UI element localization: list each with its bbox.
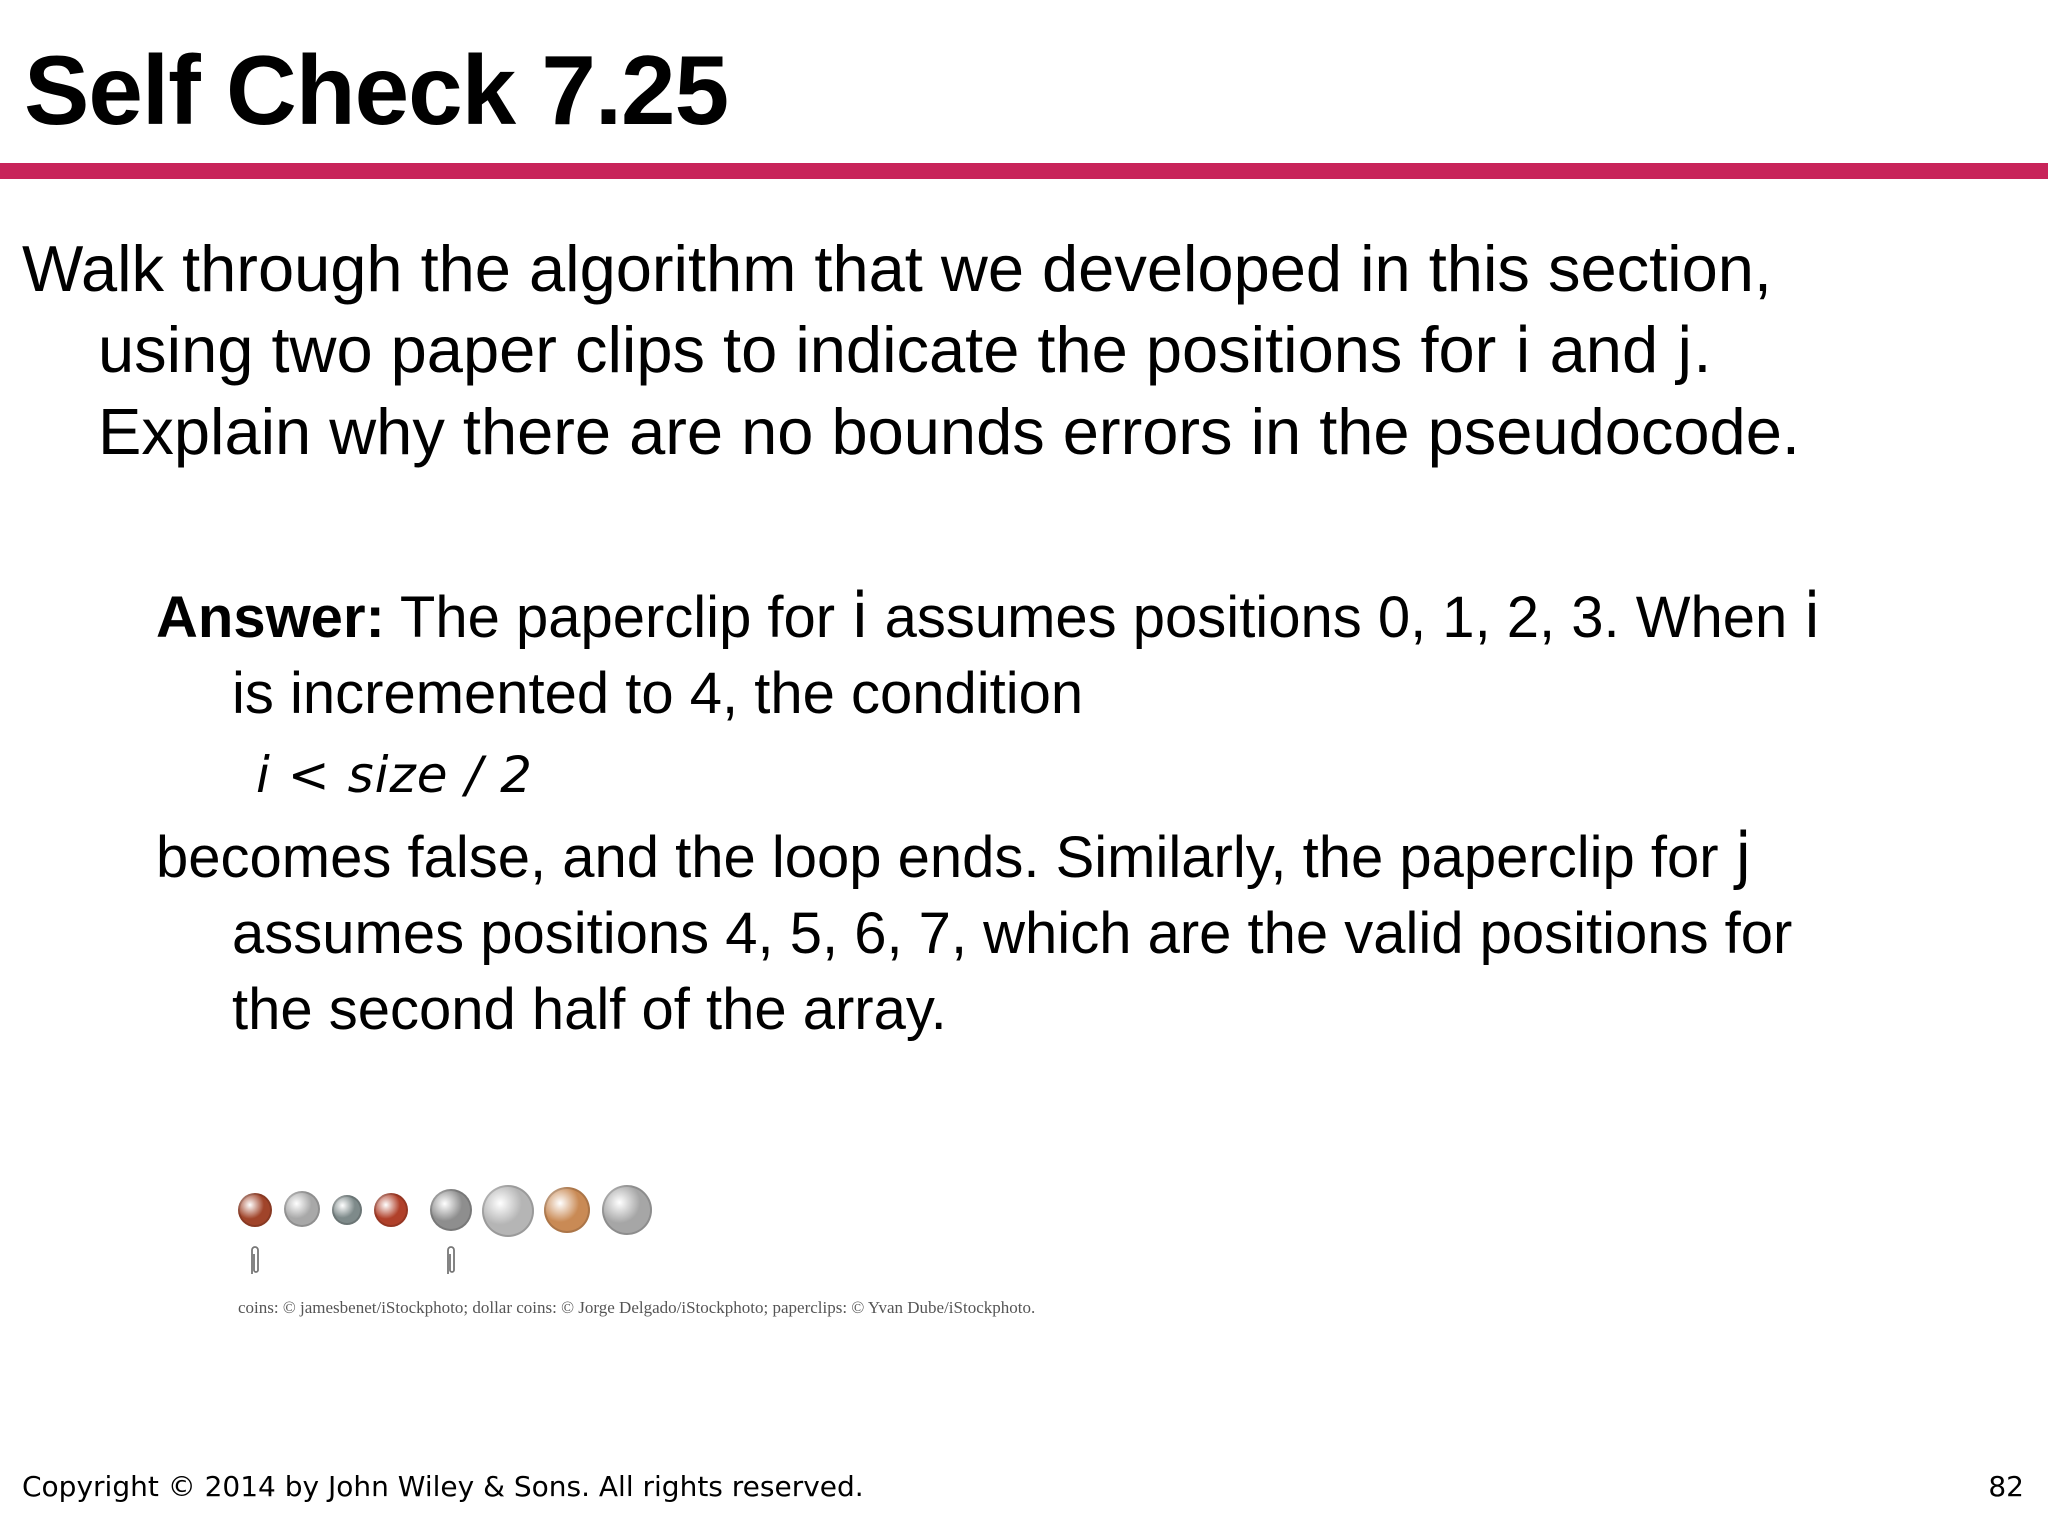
- slide-title: Self Check 7.25: [24, 35, 729, 145]
- paperclip-icon: [248, 1244, 262, 1278]
- coin-silver-dollar: [602, 1185, 652, 1235]
- answer-line-5: the second half of the array.: [232, 977, 947, 1042]
- variable-i: i: [851, 579, 869, 652]
- image-credit: coins: © jamesbenet/iStockphoto; dollar coins: © Jorge Delgado/iStockphoto; paperclips: © Yvan Dube/iStockphoto.: [238, 1298, 1036, 1317]
- paperclip-icon: [444, 1244, 458, 1278]
- question-line-2-text-c: .: [1693, 313, 1712, 386]
- question-line-3: Explain why there are no bounds errors in the pseudocode.: [98, 395, 1800, 468]
- question-line-2: [22, 309, 2012, 391]
- answer-line-3-text: becomes false, and the loop ends. Similarly, the paperclip for: [156, 825, 1735, 890]
- answer-line-1-text-a: The paperclip for: [384, 585, 852, 650]
- answer-label: Answer:: [156, 585, 385, 650]
- question-line-2-text-b: and: [1531, 313, 1677, 386]
- coin-penny: [238, 1193, 272, 1227]
- question-line-2-text-a: using two paper clips to indicate the positions for: [98, 313, 1515, 386]
- answer-line-1: [156, 578, 2016, 656]
- answer-line-3: [156, 818, 2016, 896]
- coin-penny: [374, 1193, 408, 1227]
- coin-quarter: [430, 1189, 472, 1231]
- coin-dollar: [482, 1185, 534, 1237]
- question-text: [22, 228, 2012, 472]
- coin-gold: [544, 1187, 590, 1233]
- code-condition: i < size / 2: [256, 746, 533, 804]
- answer-text: [156, 578, 2016, 1048]
- coins-paperclips-figure: [236, 1178, 686, 1288]
- question-line-1: Walk through the algorithm that we developed in this section,: [22, 232, 1772, 305]
- variable-i: i: [1803, 579, 1821, 652]
- coin-dime: [332, 1195, 362, 1225]
- title-divider: [0, 163, 2048, 179]
- copyright-notice: Copyright © 2014 by John Wiley & Sons. All rights reserved.: [22, 1470, 864, 1503]
- answer-line-2: is incremented to 4, the condition: [232, 661, 1084, 726]
- page-number: 82: [1988, 1470, 2024, 1503]
- answer-line-1-text-b: assumes positions 0, 1, 2, 3. When: [868, 585, 1804, 650]
- coin-nickel: [284, 1191, 320, 1227]
- variable-i: i: [1514, 314, 1532, 387]
- variable-j: j: [1734, 819, 1752, 892]
- variable-j: j: [1676, 314, 1694, 387]
- answer-line-4: assumes positions 4, 5, 6, 7, which are the valid positions for: [232, 901, 1793, 966]
